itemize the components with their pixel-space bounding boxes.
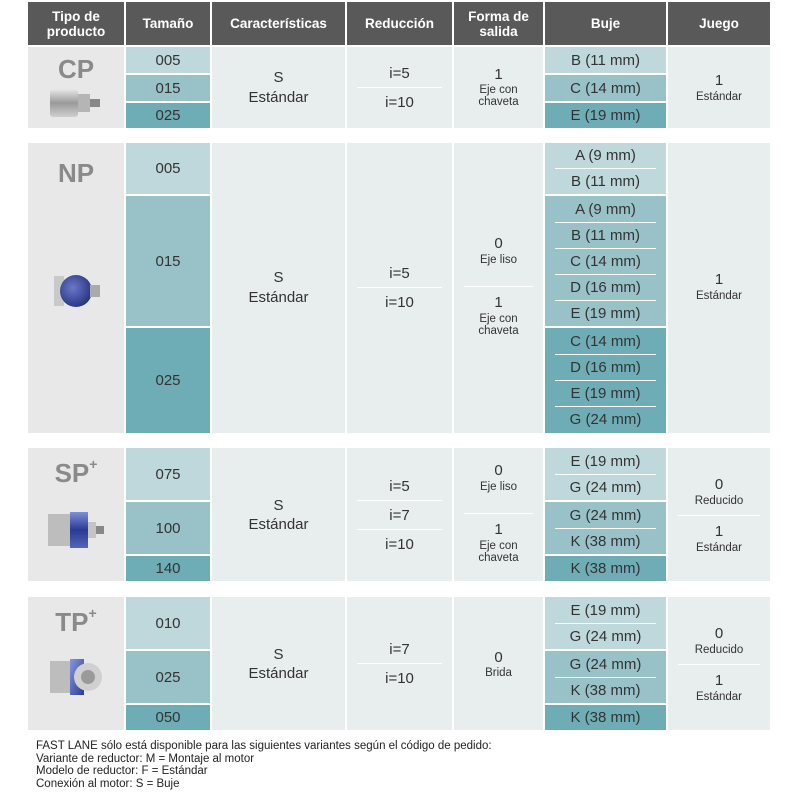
header-size: Tamaño (126, 2, 210, 45)
backlash-label: Estándar (695, 542, 743, 554)
size-cell: 010 (126, 597, 210, 649)
hub-cell: B (11 mm) (545, 47, 666, 73)
hub-value: C (14 mm) (570, 253, 641, 270)
footnote-line: FAST LANE sólo está disponible para las siguientes variantes según el código de pedido: (36, 740, 492, 752)
reduction-value: i=5 (389, 265, 410, 282)
size-cell: 025 (126, 103, 210, 128)
size-cell: 050 (126, 705, 210, 730)
divider (555, 354, 656, 355)
reduction-value: i=7 (389, 641, 410, 658)
hub-cell: K (38 mm) (545, 556, 666, 581)
backlash-code: 1 (714, 523, 724, 540)
header-features: Características (212, 2, 345, 45)
reduction-value: i=10 (385, 536, 414, 553)
size-cell: 025 (126, 651, 210, 703)
reduction-cell (347, 143, 452, 433)
divider (555, 528, 656, 529)
hub-value: A (9 mm) (575, 147, 636, 164)
hub-value: D (16 mm) (570, 279, 641, 296)
hub-value: A (9 mm) (575, 201, 636, 218)
features-code: S (273, 69, 284, 86)
divider (464, 513, 533, 514)
divider (678, 515, 760, 516)
divider (464, 286, 533, 287)
gearbox-cp-icon (48, 86, 102, 120)
divider (357, 87, 442, 88)
output-label: Eje liso (479, 481, 518, 493)
backlash-label: Reducido (694, 495, 744, 507)
header-backlash: Juego (668, 2, 770, 45)
hub-value: G (24 mm) (569, 411, 642, 428)
hub-value: K (38 mm) (570, 533, 641, 550)
output-cell (454, 143, 543, 433)
hub-value: B (11 mm) (571, 173, 640, 190)
header-product-type: Tipo de producto (28, 2, 124, 45)
output-label: Brida (485, 667, 512, 679)
output-code: 0 (494, 235, 503, 252)
divider (357, 529, 442, 530)
gearbox-np-icon (52, 270, 104, 312)
output-code: 1 (494, 66, 503, 83)
features-label: Estándar (248, 89, 309, 106)
gearbox-sp-icon (46, 508, 106, 552)
divider (555, 274, 656, 275)
footnote-line: Conexión al motor: S = Buje (36, 777, 180, 790)
hub-value: E (19 mm) (570, 453, 641, 470)
header-reduction: Reducción (347, 2, 452, 45)
hub-value: E (19 mm) (570, 602, 641, 619)
output-label: Eje con chaveta (478, 540, 519, 564)
divider (555, 168, 656, 169)
product-name: SP+ (54, 456, 98, 488)
output-code: 0 (494, 649, 503, 666)
size-cell: 140 (126, 556, 210, 581)
features-label: Estándar (248, 289, 309, 306)
backlash-label: Estándar (695, 290, 743, 302)
reduction-value: i=7 (389, 507, 410, 524)
gearbox-tp-icon (48, 655, 104, 699)
size-cell: 005 (126, 47, 210, 73)
features-cell (212, 143, 345, 433)
size-cell: 100 (126, 502, 210, 554)
divider (555, 677, 656, 678)
hub-cell: K (38 mm) (545, 705, 666, 730)
size-cell: 005 (126, 143, 210, 194)
backlash-code: 1 (714, 672, 724, 689)
product-name: TP+ (55, 605, 97, 637)
backlash-code: 1 (714, 72, 724, 89)
backlash-cell (668, 143, 770, 433)
backlash-code: 0 (714, 476, 724, 493)
output-label: Eje con chaveta (478, 313, 519, 337)
features-code: S (273, 497, 284, 514)
product-name: CP (57, 54, 95, 84)
divider (357, 663, 442, 664)
footnote (36, 740, 492, 790)
reduction-value: i=5 (389, 65, 410, 82)
output-label: Eje liso (479, 254, 518, 266)
hub-value: E (19 mm) (570, 305, 641, 322)
hub-value: K (38 mm) (570, 682, 641, 699)
hub-value: D (16 mm) (570, 359, 641, 376)
backlash-label: Estándar (695, 91, 743, 103)
footnote-line: Modelo de reductor: F = Estándar (36, 765, 208, 777)
features-cell (212, 47, 345, 128)
header-output-form: Forma de salida (454, 2, 543, 45)
divider (555, 300, 656, 301)
divider (678, 664, 760, 665)
features-cell (212, 597, 345, 730)
hub-value: G (24 mm) (569, 628, 642, 645)
divider (357, 500, 442, 501)
divider (555, 623, 656, 624)
size-cell: 025 (126, 328, 210, 433)
features-code: S (273, 646, 284, 663)
backlash-label: Reducido (694, 644, 744, 656)
hub-value: E (19 mm) (570, 385, 641, 402)
output-code: 1 (494, 294, 503, 311)
product-name: NP (57, 158, 95, 188)
reduction-value: i=5 (389, 478, 410, 495)
output-label: Eje con chaveta (478, 84, 519, 108)
hub-cell: E (19 mm) (545, 103, 666, 128)
features-code: S (273, 269, 284, 286)
output-code: 0 (494, 462, 503, 479)
backlash-label: Estándar (695, 691, 743, 703)
reduction-value: i=10 (385, 94, 414, 111)
hub-value: G (24 mm) (569, 479, 642, 496)
hub-value: C (14 mm) (570, 333, 641, 350)
footnote-line: Variante de reductor: M = Montaje al motor (36, 752, 255, 765)
divider (555, 406, 656, 407)
size-cell: 015 (126, 75, 210, 101)
hub-value: G (24 mm) (569, 507, 642, 524)
reduction-value: i=10 (385, 670, 414, 687)
backlash-code: 0 (714, 625, 724, 642)
divider (555, 248, 656, 249)
size-cell: 015 (126, 196, 210, 326)
size-cell: 075 (126, 448, 210, 500)
header-hub: Buje (545, 2, 666, 45)
features-label: Estándar (248, 516, 309, 533)
output-code: 1 (494, 521, 503, 538)
reduction-value: i=10 (385, 294, 414, 311)
divider (555, 222, 656, 223)
divider (555, 474, 656, 475)
divider (357, 287, 442, 288)
divider (555, 380, 656, 381)
hub-value: B (11 mm) (571, 227, 640, 244)
features-label: Estándar (248, 665, 309, 682)
features-cell (212, 448, 345, 581)
backlash-code: 1 (714, 271, 724, 288)
hub-cell: C (14 mm) (545, 75, 666, 101)
hub-value: G (24 mm) (569, 656, 642, 673)
